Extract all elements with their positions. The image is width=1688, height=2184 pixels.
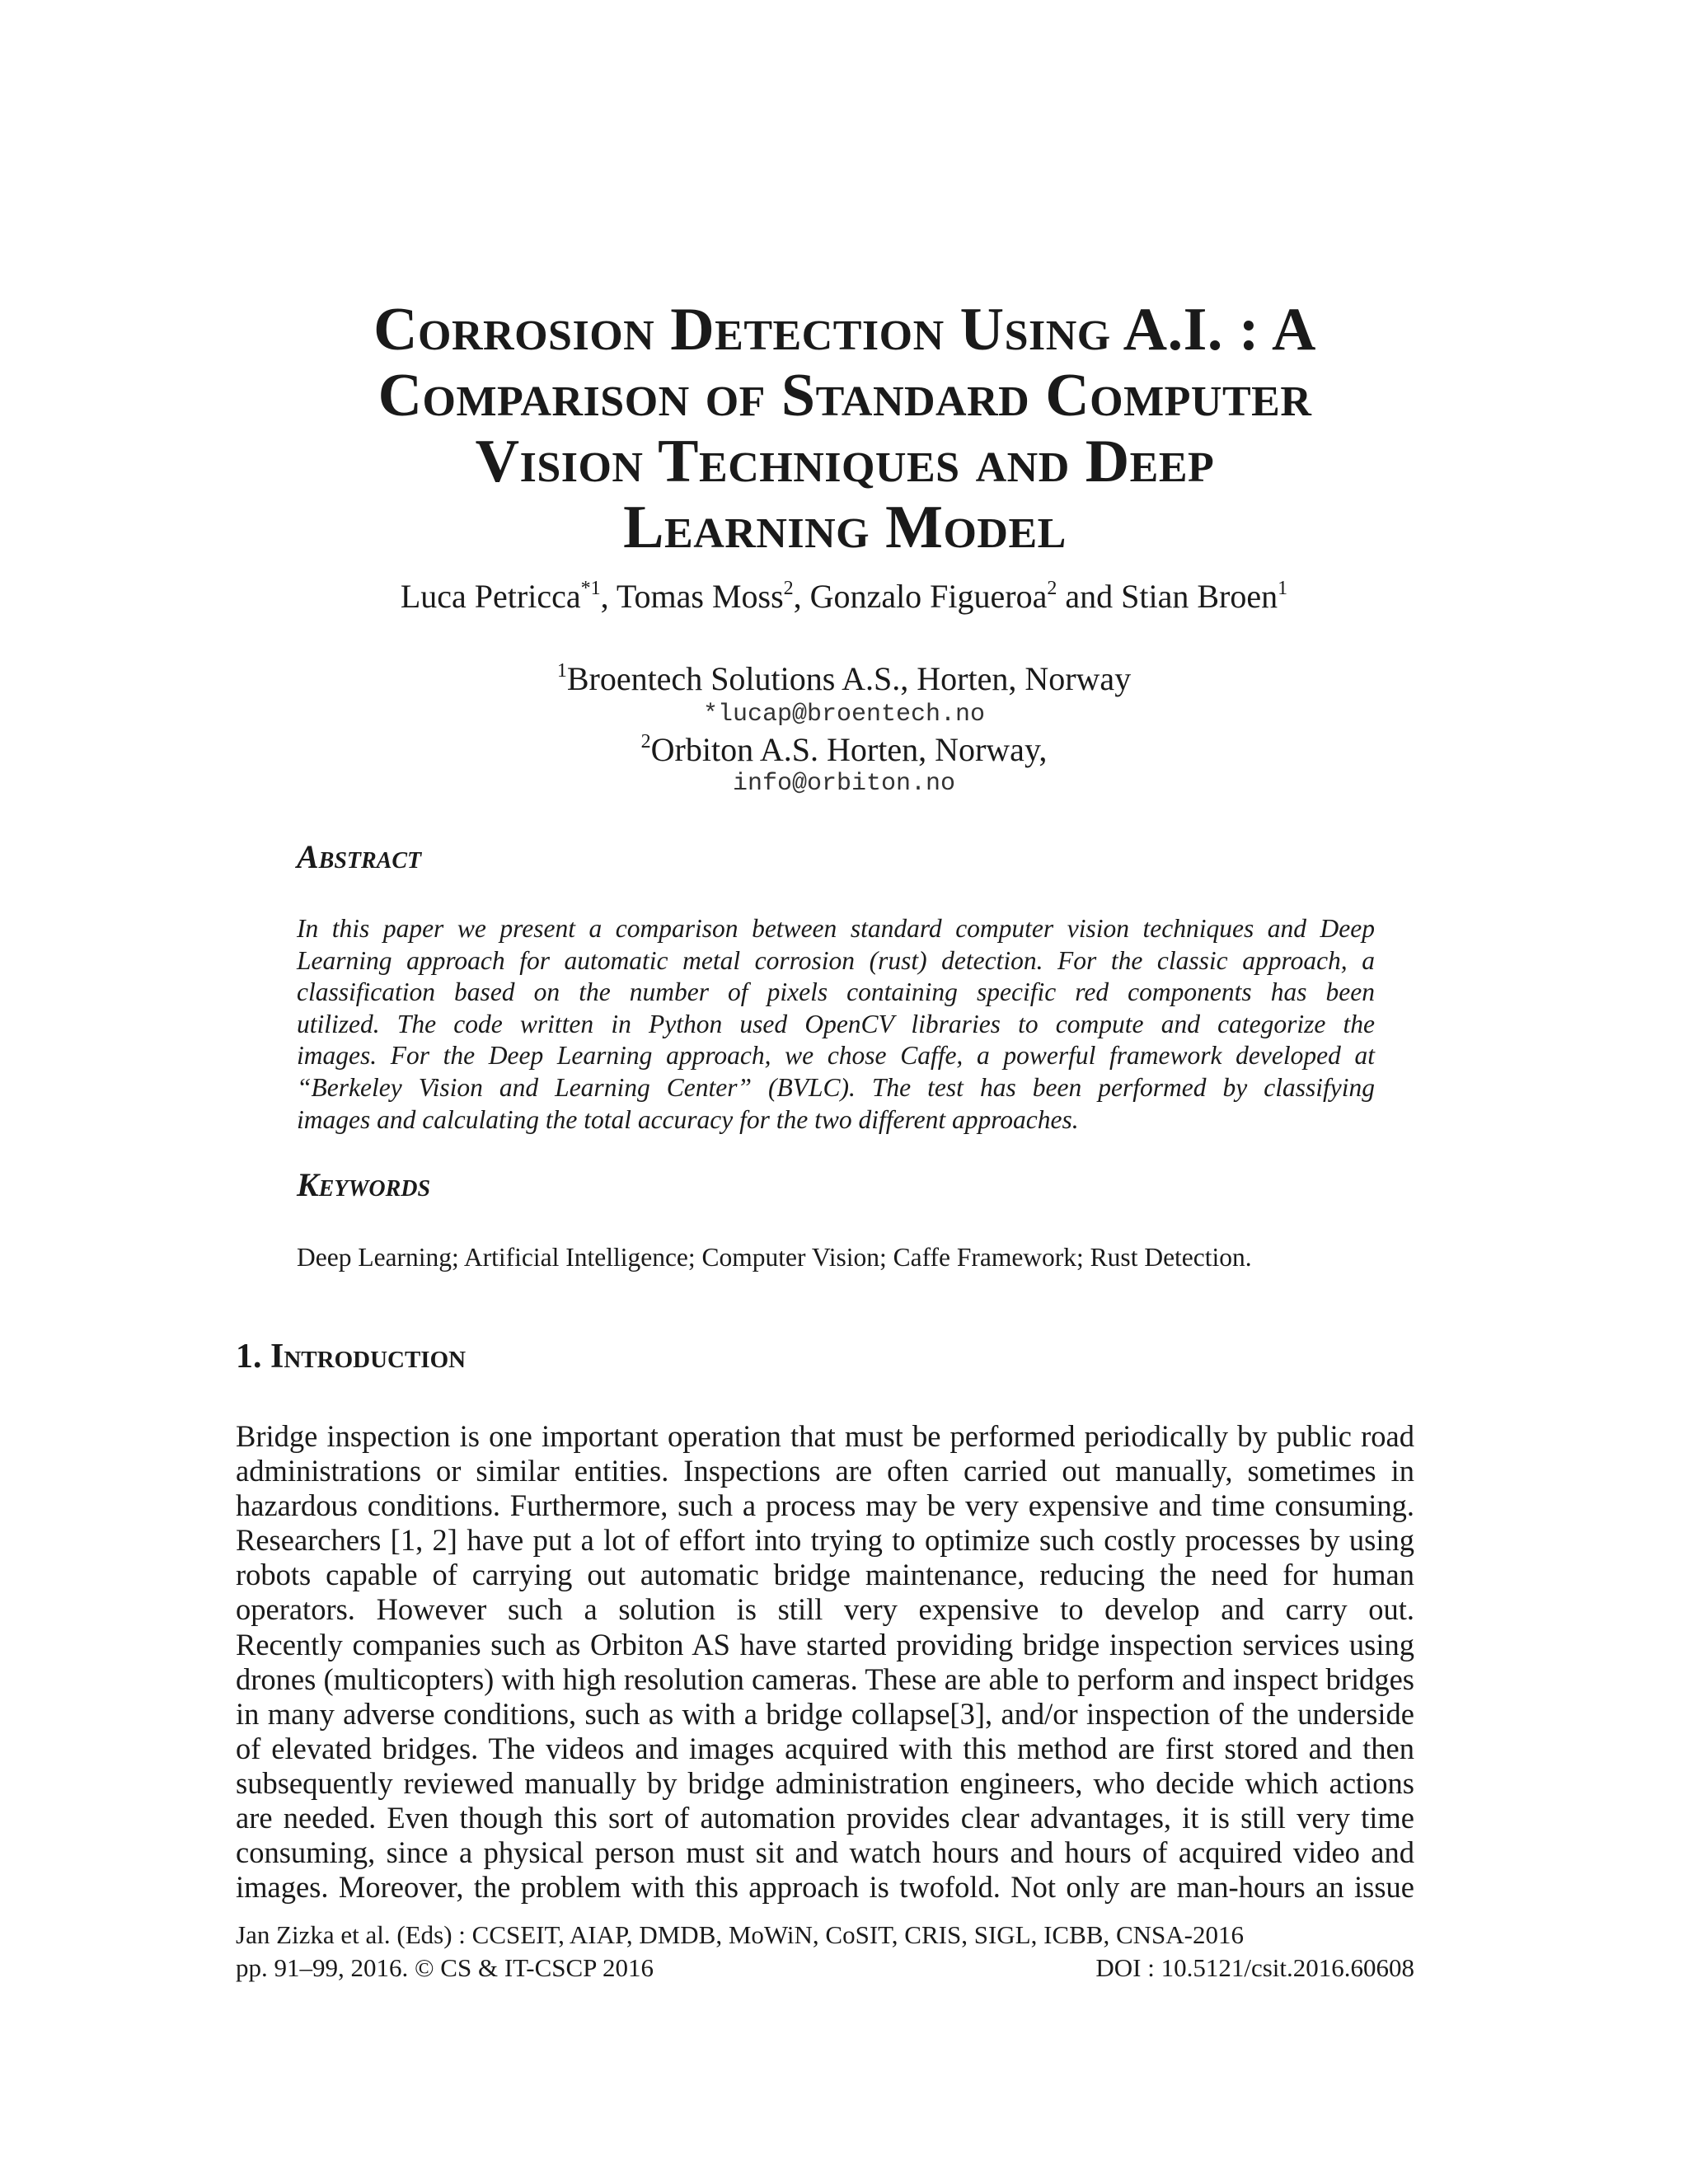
section-heading-introduction: 1. Introduction [236, 1338, 467, 1376]
footer-proceedings: Jan Zizka et al. (Eds) : CCSEIT, AIAP, DMDB, MoWiN, CoSIT, CRIS, SIGL, ICBB, CNSA-2016 [236, 1920, 1244, 1949]
abstract-line: classification based on the number of pixels containing specific red components has been [297, 977, 1375, 1007]
body-line: consuming, since a physical person must sit and watch hours and hours of acquired video and [236, 1835, 1414, 1870]
footer-citation [236, 1953, 1414, 1983]
author-name: Tomas Moss [616, 578, 784, 615]
abstract-line: Learning approach for automatic metal corrosion (rust) detection. For the classic approach, a [297, 945, 1375, 975]
abstract-line: images and calculating the total accuracy for the two different approaches. [297, 1104, 1079, 1134]
introduction-body [236, 1419, 1414, 1905]
abstract-line: In this paper we present a comparison between standard computer vision techniques and Deep [297, 914, 1375, 943]
author-affil-mark: *1 [580, 578, 601, 599]
author-separator: and [1057, 578, 1122, 615]
abstract-heading: Abstract [297, 838, 422, 875]
title-line: Corrosion Detection Using A.I. : A [373, 296, 1316, 363]
body-line: administrations or similar entities. Inspections are often carried out manually, sometimes in [236, 1454, 1414, 1488]
body-line: Researchers [1, 2] have put a lot of effort into trying to optimize such costly processes by using [236, 1523, 1414, 1558]
author-affil-mark: 1 [1278, 578, 1288, 599]
body-line: in many adverse conditions, such as with a bridge collapse[3], and/or inspection of the underside [236, 1696, 1414, 1731]
abstract-line: images. For the Deep Learning approach, we chose Caffe, a powerful framework developed at [297, 1041, 1375, 1071]
footer-pages: pp. 91–99, 2016. © CS & IT-CSCP 2016 [236, 1953, 654, 1982]
author-list [0, 577, 1688, 616]
body-line: robots capable of carrying out automatic bridge maintenance, reducing the need for human [236, 1558, 1414, 1592]
abstract-line: “Berkeley Vision and Learning Center” (BVLC). The test has been performed by classifying [297, 1072, 1375, 1102]
body-line: are needed. Even though this sort of automation provides clear advantages, it is still very time [236, 1801, 1414, 1835]
author-affil-mark: 2 [783, 578, 794, 599]
author-name: Gonzalo Figueroa [809, 578, 1048, 615]
affiliation-email[interactable]: info@orbiton.no [732, 770, 956, 798]
keywords-text: Deep Learning; Artificial Intelligence; Computer Vision; Caffe Framework; Rust Detection. [297, 1243, 1252, 1272]
body-line: Recently companies such as Orbiton AS have started providing bridge inspection services using [236, 1627, 1414, 1661]
author-name: Stian Broen [1121, 578, 1278, 615]
footer-doi[interactable]: DOI : 10.5121/csit.2016.60608 [1095, 1953, 1414, 1982]
abstract-line: utilized. The code written in Python used OpenCV libraries to compute and categorize the [297, 1009, 1375, 1038]
keywords-heading: Keywords [297, 1166, 431, 1203]
affiliation [0, 659, 1688, 698]
body-line: subsequently reviewed manually by bridge administration engineers, who decide which actions [236, 1765, 1414, 1800]
title-line: Vision Techniques and Deep [475, 428, 1215, 495]
body-line: operators. However such a solution is still very expensive to develop and carry out. [236, 1592, 1414, 1627]
affiliation [0, 730, 1688, 769]
body-line: of elevated bridges. The videos and images acquired with this method are first stored and then [236, 1731, 1414, 1765]
author-separator: , [793, 578, 810, 615]
affiliation-mark: 2 [640, 731, 651, 752]
affiliation-mark: 1 [556, 660, 567, 682]
affiliation-text: Broentech Solutions A.S., Horten, Norway [566, 660, 1132, 697]
body-line: images. Moreover, the problem with this approach is twofold. Not only are man-hours an issue [236, 1870, 1414, 1905]
affiliation-text: Orbiton A.S. Horten, Norway, [650, 731, 1048, 768]
title-line: Learning Model [623, 494, 1067, 561]
author-separator: , [600, 578, 617, 615]
title-line: Comparison of Standard Computer [377, 362, 1312, 429]
body-line: hazardous conditions. Furthermore, such a process may be very expensive and time consuming. [236, 1488, 1414, 1523]
affiliation-email[interactable]: *lucap@broentech.no [702, 701, 986, 729]
body-line: drones (multicopters) with high resolution cameras. These are able to perform and inspect bridges [236, 1661, 1414, 1696]
author-name: Luca Petricca [400, 578, 581, 615]
author-affil-mark: 2 [1047, 578, 1057, 599]
body-line: Bridge inspection is one important operation that must be performed periodically by public road [236, 1419, 1414, 1453]
paper-title [272, 297, 1418, 560]
abstract-body [297, 913, 1375, 1136]
